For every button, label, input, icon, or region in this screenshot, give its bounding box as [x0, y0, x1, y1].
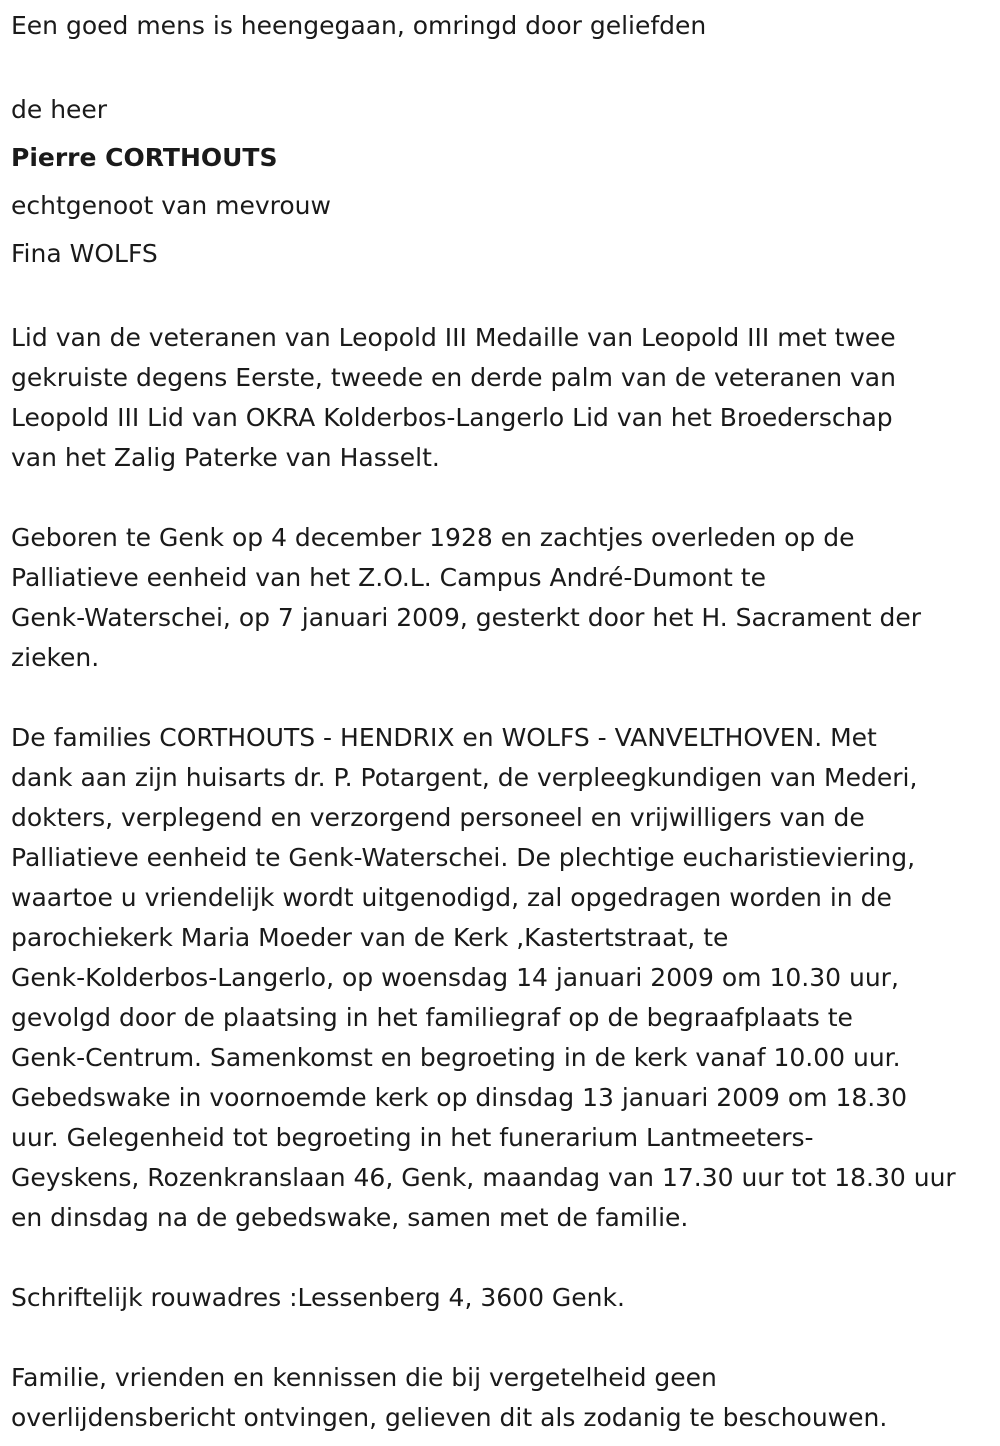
paragraph-line: Genk-Kolderbos-Langerlo, op woensdag 14 januari 2009 om 10.30 uur, [11, 963, 899, 992]
spacer [11, 278, 991, 318]
spouse-name: Fina WOLFS [11, 239, 158, 268]
membership-paragraph [11, 318, 991, 478]
paragraph-line: uur. Gelegenheid tot begroeting in het funerarium Lantmeeters- [11, 1123, 814, 1152]
paragraph-line: gekruiste degens Eerste, tweede en derde palm van de veteranen van [11, 363, 896, 392]
paragraph-line: overlijdensbericht ontvingen, gelieven dit als zodanig te beschouwen. [11, 1403, 888, 1432]
obituary-document [11, 6, 991, 1438]
birth-death-paragraph [11, 518, 991, 678]
intro-line: Een goed mens is heengegaan, omringd door geliefden [11, 11, 707, 40]
spacer [11, 46, 991, 86]
closing-paragraph [11, 1358, 991, 1438]
spacer [11, 478, 991, 518]
paragraph-line: en dinsdag na de gebedswake, samen met de familie. [11, 1203, 689, 1232]
paragraph-line: dank aan zijn huisarts dr. P. Potargent, de verpleegkundigen van Mederi, [11, 763, 918, 792]
paragraph-line: Geboren te Genk op 4 december 1928 en zachtjes overleden op de [11, 523, 855, 552]
mourning-address: Schriftelijk rouwadres :Lessenberg 4, 3600 Genk. [11, 1283, 625, 1312]
paragraph-line: Palliatieve eenheid te Genk-Waterschei. De plechtige eucharistieviering, [11, 843, 916, 872]
paragraph-line: De families CORTHOUTS - HENDRIX en WOLFS - VANVELTHOVEN. Met [11, 723, 877, 752]
paragraph-line: zieken. [11, 643, 100, 672]
paragraph-line: Lid van de veteranen van Leopold III Medaille van Leopold III met twee [11, 323, 896, 352]
deceased-name: Pierre CORTHOUTS [11, 143, 278, 172]
paragraph-line: dokters, verplegend en verzorgend personeel en vrijwilligers van de [11, 803, 865, 832]
paragraph-line: van het Zalig Paterke van Hasselt. [11, 443, 440, 472]
paragraph-line: gevolgd door de plaatsing in het familiegraf op de begraafplaats te [11, 1003, 853, 1032]
family-paragraph [11, 718, 991, 1238]
paragraph-line: Palliatieve eenheid van het Z.O.L. Campus André-Dumont te [11, 563, 766, 592]
spacer [11, 1238, 991, 1278]
spouse-prefix: echtgenoot van mevrouw [11, 191, 331, 220]
paragraph-line: Familie, vrienden en kennissen die bij vergetelheid geen [11, 1363, 717, 1392]
paragraph-line: Genk-Waterschei, op 7 januari 2009, gesterkt door het H. Sacrament der [11, 603, 922, 632]
paragraph-line: parochiekerk Maria Moeder van de Kerk ,Kastertstraat, te [11, 923, 729, 952]
paragraph-line: waartoe u vriendelijk wordt uitgenodigd, zal opgedragen worden in de [11, 883, 892, 912]
paragraph-line: Leopold III Lid van OKRA Kolderbos-Langerlo Lid van het Broederschap [11, 403, 893, 432]
paragraph-line: Geyskens, Rozenkranslaan 46, Genk, maandag van 17.30 uur tot 18.30 uur [11, 1163, 956, 1192]
spacer [11, 678, 991, 718]
paragraph-line: Genk-Centrum. Samenkomst en begroeting in de kerk vanaf 10.00 uur. [11, 1043, 901, 1072]
salutation: de heer [11, 95, 108, 124]
spacer [11, 1318, 991, 1358]
paragraph-line: Gebedswake in voornoemde kerk op dinsdag 13 januari 2009 om 18.30 [11, 1083, 908, 1112]
